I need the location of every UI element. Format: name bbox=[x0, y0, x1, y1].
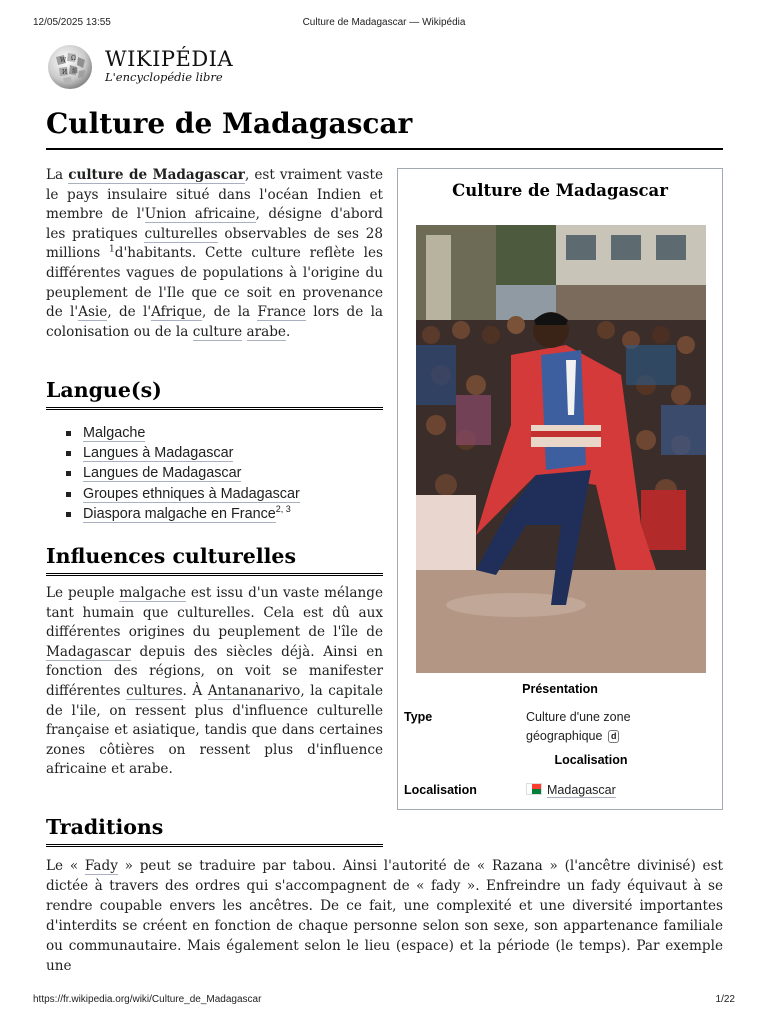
print-url: https://fr.wikipedia.org/wiki/Culture_de_Madagascar bbox=[33, 994, 262, 1005]
traditions-text: » peut se traduire par tabou. Ainsi l'autorité de « Razana » (l'ancêtre divinisé) est dictée à travers des ordres qui s'accompagnent de « fady ». Enfreindre un fady équivaut à se rendre coupable envers les ancêtres. De ce fait, une complexité et une diversité importantes d'interdits se créent en fonction de chaque personne selon son sexe, son appartenance familiale ou communautaire. Mais également selon le lieu (espace) et la période (le temps). Par exemple une bbox=[46, 858, 724, 974]
madagascar-flag-icon bbox=[526, 783, 542, 795]
link-cultures[interactable]: cultures bbox=[126, 682, 183, 699]
link-asie[interactable]: Asie bbox=[78, 304, 108, 321]
intro-text: , de l' bbox=[107, 304, 152, 321]
svg-text:И: И bbox=[62, 69, 68, 76]
print-date: 12/05/2025 13:55 bbox=[33, 17, 111, 28]
link-afrique[interactable]: Afrique bbox=[151, 304, 203, 321]
link-diaspora-malgache[interactable]: Diaspora malgache en France bbox=[83, 505, 276, 522]
wikipedia-tagline: L'encyclopédie libre bbox=[105, 70, 223, 84]
type-value-text: Culture d'une zone géographique bbox=[526, 710, 631, 743]
link-groupes-ethniques[interactable]: Groupes ethniques à Madagascar bbox=[83, 485, 300, 502]
intro-text bbox=[242, 324, 246, 340]
list-item bbox=[66, 504, 386, 524]
link-culture-de-madagascar[interactable]: culture de Madagascar bbox=[68, 167, 245, 183]
localisation-heading-text: Localisation bbox=[554, 753, 628, 767]
influences-text: Le peuple bbox=[46, 585, 120, 601]
intro-text: , de la bbox=[202, 304, 258, 321]
print-footer bbox=[33, 994, 735, 1008]
wikipedia-globe-icon bbox=[46, 43, 94, 91]
infobox-photo[interactable] bbox=[416, 225, 706, 673]
bullet-icon bbox=[66, 471, 71, 476]
bullet-icon bbox=[66, 492, 71, 497]
heading-traditions: Traditions bbox=[46, 814, 383, 847]
influences-text: est issu d'un vaste mélange tant humain que culturelles. Cela est dû aux différentes origines du peuplement de l'île de bbox=[46, 585, 384, 641]
link-culture[interactable]: culture bbox=[192, 323, 243, 340]
svg-text:維: 維 bbox=[72, 68, 79, 75]
print-document-title: Culture de Madagascar — Wikipédia bbox=[302, 17, 466, 28]
link-france[interactable]: France bbox=[257, 304, 306, 321]
link-langues-de-madagascar[interactable]: Langues de Madagascar bbox=[83, 465, 242, 482]
traditions-text: Le « bbox=[46, 858, 85, 874]
wikidata-icon[interactable]: d bbox=[608, 730, 620, 743]
intro-section bbox=[46, 166, 383, 342]
page-title: Culture de Madagascar bbox=[46, 104, 723, 150]
print-header bbox=[33, 17, 735, 31]
link-langues-a-madagascar[interactable]: Langues à Madagascar bbox=[83, 445, 234, 462]
link-madagascar-infobox[interactable]: Madagascar bbox=[547, 783, 616, 797]
link-malgache[interactable]: Malgache bbox=[83, 425, 146, 441]
infobox-presentation-heading: Présentation bbox=[522, 682, 598, 696]
wikipedia-logo[interactable] bbox=[46, 43, 266, 93]
bullet-icon bbox=[66, 431, 71, 436]
reference-1[interactable]: 1 bbox=[109, 244, 115, 255]
infobox-localisation-value bbox=[526, 781, 676, 800]
intro-text: lors de la colonisation ou de la bbox=[46, 304, 384, 340]
langues-list bbox=[66, 423, 386, 524]
intro-paragraph bbox=[46, 166, 383, 342]
list-item bbox=[66, 463, 386, 483]
traditions-paragraph bbox=[46, 856, 723, 976]
link-culturelles[interactable]: culturelles bbox=[144, 225, 218, 242]
link-madagascar[interactable]: Madagascar bbox=[46, 643, 131, 660]
influences-paragraph bbox=[46, 584, 383, 780]
influences-text: . À bbox=[182, 682, 208, 699]
intro-text: , désigne d'abord les pratiques bbox=[46, 206, 384, 242]
svg-text:Ω: Ω bbox=[71, 55, 76, 62]
intro-text: observables de ses 28 millions bbox=[46, 225, 383, 262]
intro-text: d'habitants. Cette culture reflète les différentes vagues de populations à l'origine du peuplement de l'Ile que ce soit en provenance de l' bbox=[46, 245, 383, 321]
influences-text: , la capitale de l'ile, on ressent plus d'influence culturelle française et asiatique, tandis que dans certaines zones côtières on ressent plus d'influence africaine et arabe. bbox=[46, 682, 383, 778]
link-malgache-peuple[interactable]: malgache bbox=[119, 585, 186, 601]
list-item bbox=[66, 423, 386, 443]
link-fady[interactable]: Fady bbox=[84, 858, 118, 874]
link-antananarivo[interactable]: Antananarivo bbox=[207, 682, 301, 699]
intro-text: La bbox=[46, 167, 69, 183]
bullet-icon bbox=[66, 451, 71, 456]
heading-influences-culturelles: Influences culturelles bbox=[46, 543, 383, 576]
infobox-title: Culture de Madagascar bbox=[452, 181, 668, 200]
wikipedia-wordmark: WIKIPÉDIA bbox=[105, 47, 234, 71]
list-item bbox=[66, 443, 386, 463]
link-union-africaine[interactable]: Union africaine bbox=[144, 206, 256, 223]
svg-text:W: W bbox=[60, 57, 67, 64]
reference-2-3[interactable]: 2, 3 bbox=[275, 504, 291, 515]
infobox bbox=[397, 168, 723, 810]
link-arabe[interactable]: arabe bbox=[246, 323, 286, 340]
infobox-type-value bbox=[526, 708, 676, 746]
dancer-photo-illustration bbox=[416, 225, 706, 673]
infobox-type-label: Type bbox=[404, 710, 433, 724]
bullet-icon bbox=[66, 512, 71, 517]
print-page-number: 1/22 bbox=[715, 994, 735, 1005]
infobox-localisation-heading bbox=[398, 753, 722, 767]
influences-section bbox=[46, 584, 383, 780]
infobox-localisation-label: Localisation bbox=[404, 783, 477, 797]
intro-text: , est vraiment vaste le pays insulaire situé dans l'océan Indien et membre de l' bbox=[46, 167, 383, 223]
intro-text: . bbox=[285, 323, 291, 340]
influences-text: depuis des siècles déjà. Ainsi en fonction des régions, on voit se manifester différentes bbox=[46, 643, 383, 699]
list-item bbox=[66, 484, 386, 504]
heading-langues: Langue(s) bbox=[46, 377, 383, 410]
